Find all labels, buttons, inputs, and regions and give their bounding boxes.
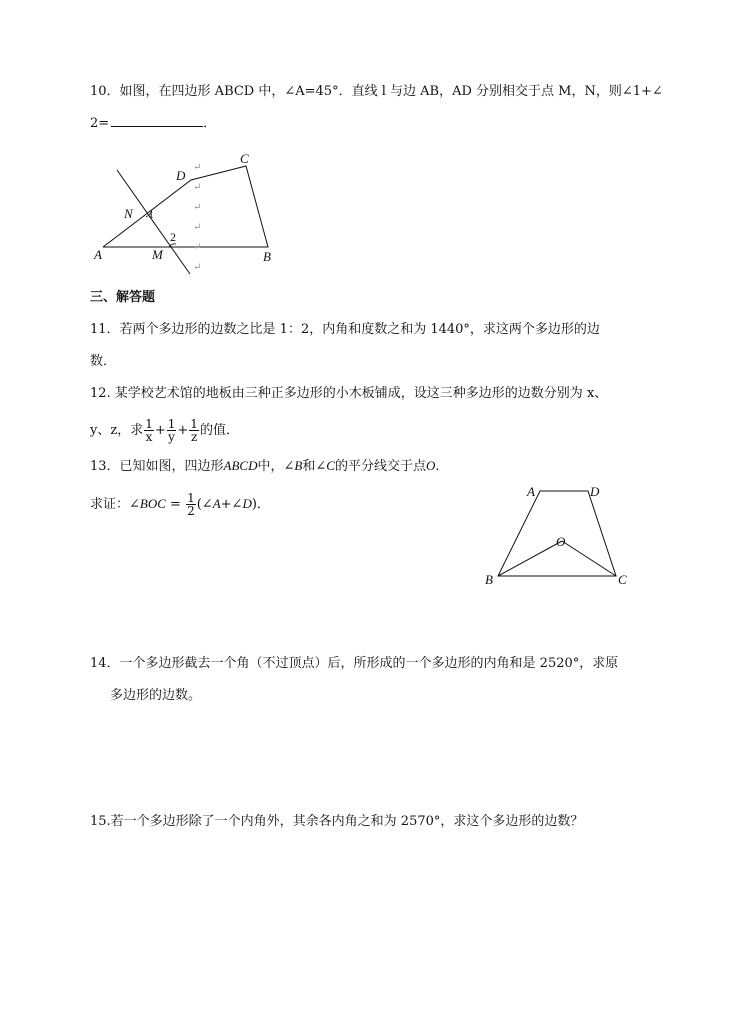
frac-x-num: 1 xyxy=(145,417,153,431)
frac-z-den: z xyxy=(190,430,198,444)
proof-equals: = xyxy=(165,497,186,512)
svg-text:↵: ↵ xyxy=(193,242,202,253)
proof-a: A xyxy=(212,496,221,511)
svg-text:↵: ↵ xyxy=(193,222,202,233)
proof-rest-3: )． xyxy=(251,497,270,512)
q13-proof xyxy=(90,492,270,517)
label-c: C xyxy=(240,151,249,166)
frac-y-num: 1 xyxy=(167,417,176,431)
label-o: O xyxy=(556,534,566,549)
q13-prefix: 13．已知如图，四边形 xyxy=(90,459,224,474)
q10-line2-text: 2= xyxy=(90,116,110,131)
frac-y-den: y xyxy=(168,430,175,444)
label-n: N xyxy=(124,206,133,221)
label-b: B xyxy=(263,249,271,264)
section-title: 三、解答题 xyxy=(90,290,156,305)
q13-end: ． xyxy=(435,459,449,474)
q11-line2: 数． xyxy=(90,354,117,369)
plus-sign: + xyxy=(154,423,166,438)
q13-mid2: 和∠ xyxy=(302,459,327,474)
proof-rest-2: +∠ xyxy=(220,497,243,512)
q13-b: B xyxy=(294,458,303,473)
q13-o: O xyxy=(425,458,436,473)
q12-suffix: 的值． xyxy=(199,423,239,438)
fraction-1-over-y xyxy=(167,418,177,443)
fraction-1-over-z xyxy=(189,418,199,443)
proof-boc: BOC xyxy=(139,496,166,511)
svg-text:↵: ↵ xyxy=(193,202,202,213)
fraction-1-over-x xyxy=(144,418,154,443)
label-d: D xyxy=(176,168,186,183)
q14-line2: 多边形的边数。 xyxy=(110,688,202,703)
half-num: 1 xyxy=(187,491,195,505)
proof-prefix: 求证：∠ xyxy=(90,497,140,512)
proof-d: D xyxy=(242,496,252,511)
q13-mid1: 中，∠ xyxy=(257,459,295,474)
label-d: D xyxy=(590,484,600,499)
svg-text:↵: ↵ xyxy=(193,182,202,193)
q13-c: C xyxy=(326,458,335,473)
q12-line1: 12. 某学校艺术馆的地板由三种正多边形的小木板铺成，设这三种多边形的边数分别为 x、 xyxy=(90,386,608,401)
segment-bo xyxy=(498,541,562,576)
half-den: 2 xyxy=(187,504,195,518)
plus-sign: + xyxy=(177,423,189,438)
q10-line2-end: ． xyxy=(203,116,217,131)
svg-text:↵: ↵ xyxy=(193,162,202,173)
label-m: M xyxy=(152,247,163,262)
q11-line1: 11．若两个多边形的边数之比是 1：2，内角和度数之和为 1440°，求这两个多边形的边 xyxy=(90,322,600,337)
q14-line1: 14．一个多边形截去一个角（不过顶点）后，所形成的一个多边形的内角和是 2520°，求原 xyxy=(90,656,619,671)
q15-line1: 15.若一个多边形除了一个内角外，其余各内角之和为 2570°，求这个多边形的边数？ xyxy=(90,814,584,829)
svg-text:↵: ↵ xyxy=(193,262,202,273)
q13-figure xyxy=(480,478,640,593)
q12-prefix: y、z，求 xyxy=(90,423,144,438)
answer-blank[interactable] xyxy=(111,114,203,127)
proof-rest-1: (∠ xyxy=(196,497,213,512)
q13-line1 xyxy=(90,456,448,477)
fraction-half xyxy=(186,492,196,517)
label-angle-2: 2 xyxy=(170,230,176,244)
segment-co xyxy=(562,541,616,576)
label-angle-1: 1 xyxy=(148,207,154,221)
label-a: A xyxy=(527,484,535,499)
q10-figure xyxy=(90,148,300,278)
label-b: B xyxy=(485,572,493,587)
label-a: A xyxy=(94,247,102,262)
q13-abcd: ABCD xyxy=(223,458,258,473)
q13-mid3: 的平分线交于点 xyxy=(334,459,426,474)
q10-line1: 10．如图，在四边形 ABCD 中，∠A=45°．直线 l 与边 AB，AD 分别相交于点 M，N，则∠1+∠ xyxy=(90,84,663,99)
q12-line2 xyxy=(90,418,239,443)
frac-x-den: x xyxy=(145,430,153,444)
q10-line2 xyxy=(90,114,216,134)
label-c: C xyxy=(618,572,627,587)
frac-z-num: 1 xyxy=(190,417,198,431)
